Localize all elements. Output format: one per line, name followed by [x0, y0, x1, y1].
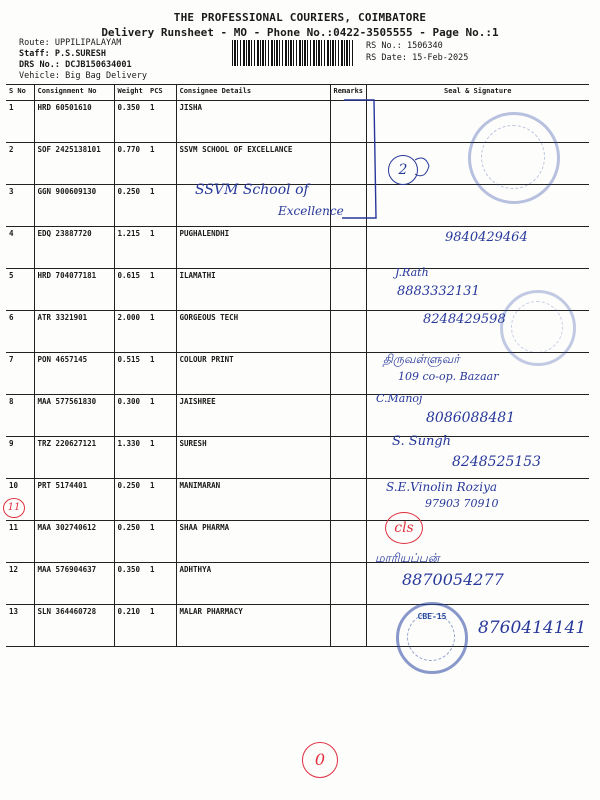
cell-pcs: 1 [147, 311, 176, 353]
cell-consignee: SHAA PHARMA [176, 521, 330, 563]
cell-sno: 1 [6, 101, 34, 143]
cell-consignment: PON 4657145 [34, 353, 114, 395]
hw-row7-address: 109 co-op. Bazaar [398, 370, 499, 383]
cell-sno: 3 [6, 185, 34, 227]
rs-date-value: 15-Feb-2025 [412, 53, 469, 63]
cell-sno: 9 [6, 437, 34, 479]
cell-consignment: GGN 900609130 [34, 185, 114, 227]
hw-row12-phone: 8870054277 [402, 570, 504, 589]
hw-row3-line1: SSVM School of [195, 182, 309, 198]
cell-consignment: TRZ 220627121 [34, 437, 114, 479]
cbe-seal-stamp [396, 602, 468, 674]
cell-pcs: 1 [147, 605, 176, 647]
cell-pcs: 1 [147, 101, 176, 143]
cell-consignee: MANIMARAN [176, 479, 330, 521]
hw-row4-phone: 9840429464 [445, 230, 528, 245]
cell-consignee: ILAMATHI [176, 269, 330, 311]
cell-consignee: GORGEOUS TECH [176, 311, 330, 353]
staff-value: P.S.SURESH [54, 49, 107, 59]
hw-row5-phone: 8883332131 [397, 284, 480, 299]
col-weight: Weight [114, 85, 147, 101]
col-sno: S No [6, 85, 34, 101]
rs-no-value: 1506340 [406, 41, 443, 51]
drs-label: DRS No.: [19, 60, 60, 70]
cell-consignee: MALAR PHARMACY [176, 605, 330, 647]
cell-weight: 0.615 [114, 269, 147, 311]
cell-consignment: HRD 60501610 [34, 101, 114, 143]
hw-row10-name: S.E.Vinolin Roziya [386, 480, 497, 494]
cell-consignment: MAA 576904637 [34, 563, 114, 605]
cell-sno: 2 [6, 143, 34, 185]
cell-consignment: PRT 5174401 [34, 479, 114, 521]
cell-consignment: HRD 704077181 [34, 269, 114, 311]
cell-weight: 0.250 [114, 479, 147, 521]
hw-row9-phone: 8248525153 [452, 454, 542, 470]
red-mark-cls: cls [385, 512, 423, 544]
bracket-stroke [342, 100, 376, 218]
cell-weight: 0.250 [114, 185, 147, 227]
cell-sno: 4 [6, 227, 34, 269]
staff-label: Staff: [19, 49, 50, 59]
hw-row13-phone: 8760414141 [478, 618, 587, 638]
cell-sno: 12 [6, 563, 34, 605]
cell-sno: 11 [6, 521, 34, 563]
cell-consignee: COLOUR PRINT [176, 353, 330, 395]
cell-consignment: MAA 577561830 [34, 395, 114, 437]
cell-weight: 0.210 [114, 605, 147, 647]
rs-date-label: RS Date: [366, 53, 407, 63]
cell-pcs: 1 [147, 353, 176, 395]
cell-consignee: JISHA [176, 101, 330, 143]
cell-consignment: SOF 2425138101 [34, 143, 114, 185]
hw-row6-phone: 8248429598 [423, 312, 506, 327]
cell-consignment: ATR 3321901 [34, 311, 114, 353]
cell-pcs: 1 [147, 521, 176, 563]
hw-row10-phone: 97903 70910 [425, 497, 499, 510]
hw-row12-tamil: மாரியப்பன் [375, 551, 440, 565]
red-mark-row11: 11 [3, 498, 25, 518]
cell-consignee: SSVM SCHOOL OF EXCELLANCE [176, 143, 330, 185]
cell-weight: 0.770 [114, 143, 147, 185]
cell-consignee: PUGHALENDHI [176, 227, 330, 269]
hw-circled-2: 2 [388, 155, 418, 185]
cell-weight: 0.515 [114, 353, 147, 395]
route-label: Route: [19, 38, 50, 48]
col-remarks: Remarks [330, 85, 366, 101]
route-value: UPPILIPALAYAM [54, 38, 122, 48]
rs-no-label: RS No.: [366, 41, 402, 51]
cell-weight: 0.350 [114, 563, 147, 605]
cell-pcs: 1 [147, 563, 176, 605]
cell-pcs: 1 [147, 269, 176, 311]
cell-weight: 2.000 [114, 311, 147, 353]
cell-consignee: JAISHREE [176, 395, 330, 437]
cell-sno: 13 [6, 605, 34, 647]
cell-weight: 1.215 [114, 227, 147, 269]
col-pcs: PCS [147, 85, 176, 101]
hw-row5-name: J.Rath [395, 266, 429, 279]
hw-row8-phone: 8086088481 [426, 410, 516, 426]
runsheet-subtitle: Delivery Runsheet - MO - Phone No.:0422-3505555 - Page No.:1 [101, 26, 499, 39]
cell-consignment: MAA 302740612 [34, 521, 114, 563]
red-mark-bottom: 0 [302, 742, 338, 778]
cell-weight: 0.300 [114, 395, 147, 437]
company-seal-stamp-2 [500, 290, 576, 366]
col-consignee: Consignee Details [176, 85, 330, 101]
hw-row3-line2: Excellence [278, 204, 344, 218]
hw-row8-name: C.Manoj [376, 392, 423, 405]
drs-value: DCJB150634001 [65, 60, 132, 70]
cell-weight: 0.250 [114, 521, 147, 563]
vehicle-label: Vehicle: [19, 71, 60, 81]
hw-row7-tamil: திருவள்ளுவர் [383, 352, 460, 366]
cell-consignment: EDQ 23887720 [34, 227, 114, 269]
cell-sno: 7 [6, 353, 34, 395]
seal-inner-ring [481, 125, 545, 189]
vehicle-value: Big Bag Delivery [65, 71, 147, 81]
cell-pcs: 1 [147, 143, 176, 185]
col-consignment: Consignment No [34, 85, 114, 101]
col-seal-signature: Seal & Signature [366, 85, 589, 101]
cell-pcs: 1 [147, 437, 176, 479]
cell-sno: 10 [6, 479, 34, 521]
cell-sno: 8 [6, 395, 34, 437]
cell-weight: 1.330 [114, 437, 147, 479]
company-name: THE PROFESSIONAL COURIERS, COIMBATORE [173, 11, 427, 24]
company-seal-stamp [468, 112, 560, 204]
hw-row9-name: S. Sungh [392, 434, 452, 449]
cell-consignee: SURESH [176, 437, 330, 479]
seal-inner-ring-2 [511, 301, 563, 353]
cell-pcs: 1 [147, 479, 176, 521]
cell-pcs: 1 [147, 227, 176, 269]
cell-consignee: ADHTHYA [176, 563, 330, 605]
cell-consignment: SLN 364460728 [34, 605, 114, 647]
cell-pcs: 1 [147, 395, 176, 437]
cell-sno: 5 [6, 269, 34, 311]
cell-sno: 6 [6, 311, 34, 353]
cell-weight: 0.350 [114, 101, 147, 143]
cell-pcs: 1 [147, 185, 176, 227]
cbe-seal-text: CBE-15 [417, 612, 447, 621]
